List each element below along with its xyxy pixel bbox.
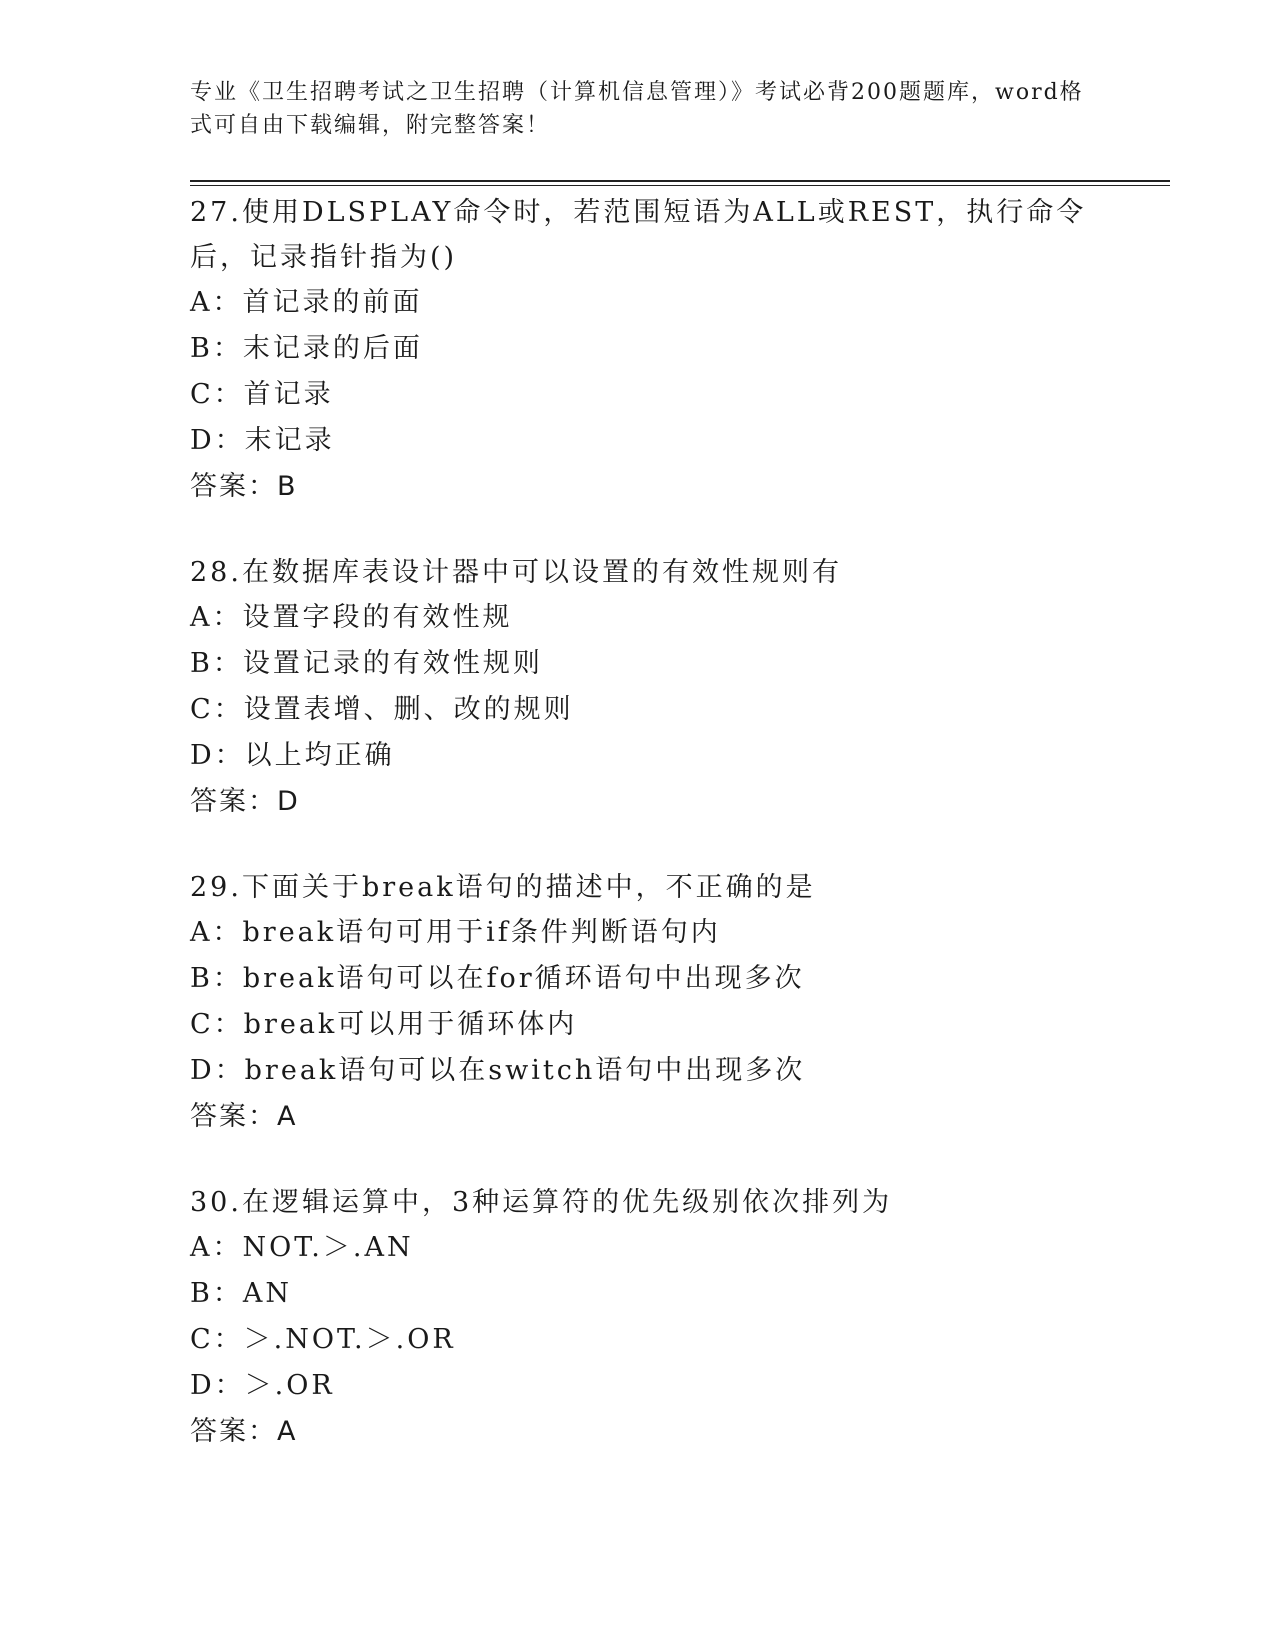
option-b: B：末记录的后面: [190, 333, 423, 364]
answer: 答案：B: [190, 471, 298, 502]
option-d: D：break语句可以在switch语句中出现多次: [190, 1055, 806, 1086]
answer: 答案：A: [190, 1416, 298, 1447]
option-b: B：break语句可以在for循环语句中出现多次: [190, 963, 805, 994]
option-a: A：break语句可用于if条件判断语句内: [190, 917, 721, 948]
question-28: [190, 550, 1110, 825]
option-d: D：以上均正确: [190, 740, 395, 771]
option-a: A：NOT.＞.AN: [190, 1232, 414, 1263]
option-c: C：首记录: [190, 379, 334, 410]
answer: 答案：A: [190, 1101, 298, 1132]
question-stem: 28.在数据库表设计器中可以设置的有效性规则有: [190, 557, 842, 588]
option-c: C：break可以用于循环体内: [190, 1009, 578, 1040]
question-30: [190, 1180, 1110, 1455]
option-a: A：首记录的前面: [190, 287, 423, 318]
header-divider-thick: [190, 180, 1170, 182]
option-a: A：设置字段的有效性规: [190, 602, 513, 633]
option-d: D：末记录: [190, 425, 335, 456]
option-c: C：设置表增、删、改的规则: [190, 694, 574, 725]
question-stem: 30.在逻辑运算中，3种运算符的优先级别依次排列为: [190, 1187, 893, 1218]
question-list: [190, 190, 1110, 1495]
option-d: D：＞.OR: [190, 1370, 335, 1401]
document-header: 专业《卫生招聘考试之卫生招聘（计算机信息管理）》考试必背200题题库，word格式可自由下载编辑，附完整答案！: [190, 80, 1084, 138]
option-c: C：＞.NOT.＞.OR: [190, 1324, 456, 1355]
question-stem: 29.下面关于break语句的描述中，不正确的是: [190, 872, 816, 903]
option-b: B：设置记录的有效性规则: [190, 648, 543, 679]
header-divider-thin: [190, 185, 1170, 186]
question-stem: 27.使用DLSPLAY命令时，若范围短语为ALL或REST，执行命令后，记录指针指为(): [190, 197, 1087, 273]
answer: 答案：D: [190, 786, 300, 817]
question-27: [190, 190, 1110, 510]
question-29: [190, 865, 1110, 1140]
option-b: B：AN: [190, 1278, 292, 1309]
